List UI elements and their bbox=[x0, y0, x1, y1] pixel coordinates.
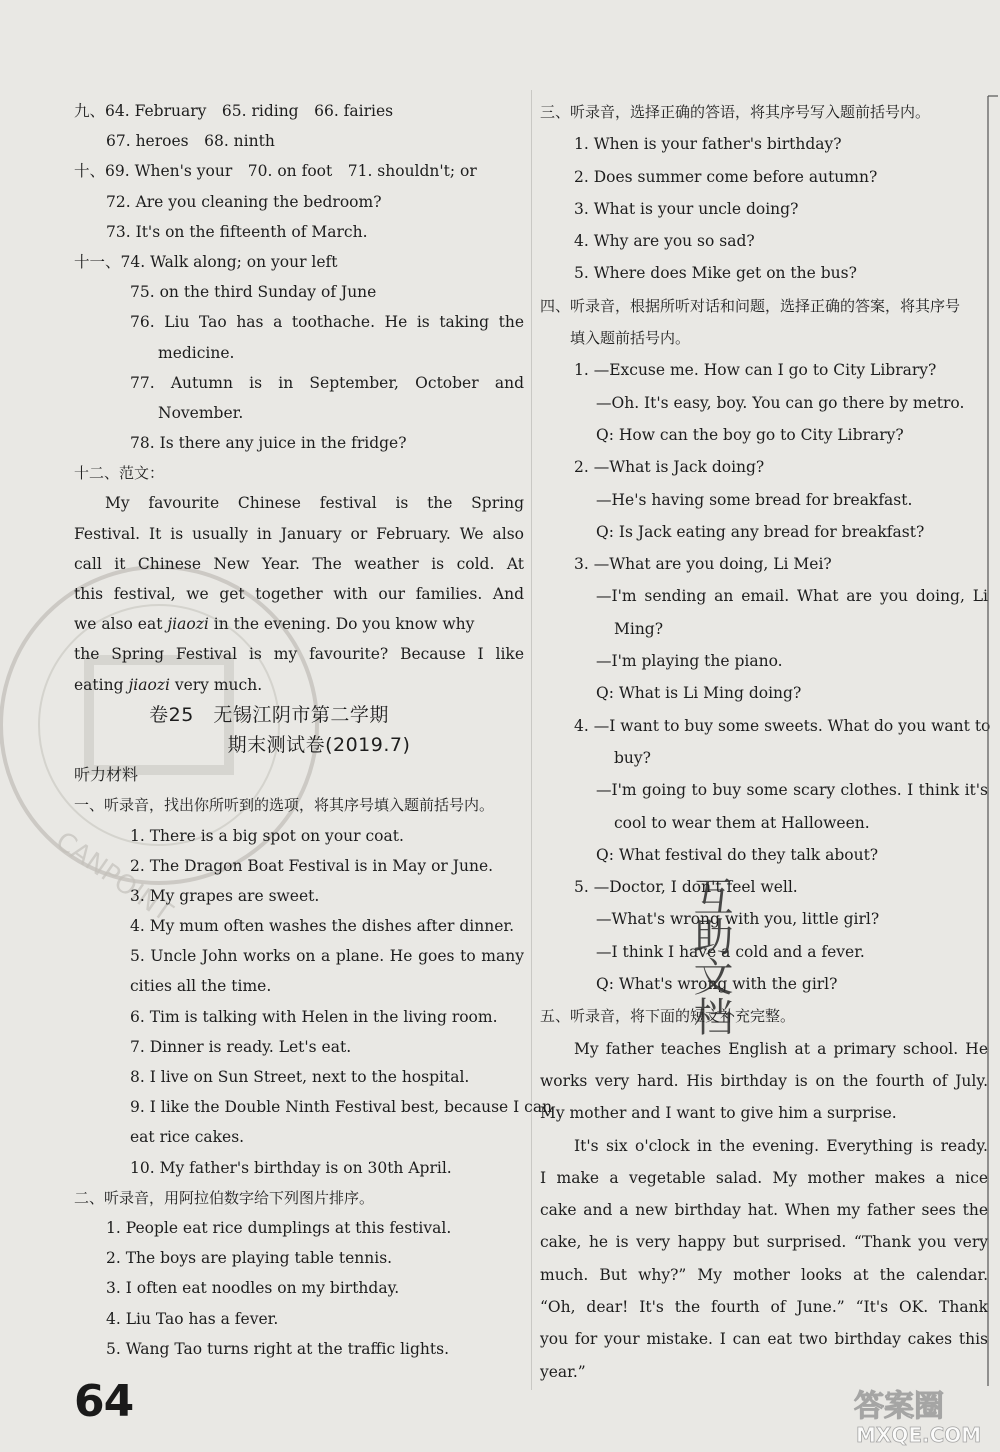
answer-line: 77. Autumn is in September, October and bbox=[130, 373, 524, 392]
passage-line: My father teaches English at a primary school. He bbox=[574, 1039, 988, 1058]
section-heading: 十二、范文： bbox=[74, 464, 165, 483]
dialogue-line: cool to wear them at Halloween. bbox=[614, 813, 870, 832]
question-line: 10. My father's birthday is on 30th April. bbox=[130, 1158, 452, 1177]
passage-line: year.” bbox=[540, 1362, 586, 1381]
question-line: 1. There is a big spot on your coat. bbox=[130, 826, 404, 845]
question-line: 2. The boys are playing table tennis. bbox=[106, 1249, 393, 1268]
question-line: 2. The Dragon Boat Festival is in May or June. bbox=[130, 856, 494, 875]
dialogue-line: —I'm going to buy some scary clothes. I think it's bbox=[596, 781, 988, 800]
listening-heading: 听力材料 bbox=[74, 765, 139, 785]
question-line: 5. Uncle John works on a plane. He goes to many bbox=[130, 947, 524, 966]
answer-line: November. bbox=[158, 403, 244, 422]
question-line: 1. People eat rice dumplings at this festival. bbox=[106, 1218, 452, 1237]
passage-line: you for your mistake. I can eat two birthday cakes this bbox=[540, 1330, 988, 1349]
handwritten-text: 互助文档 bbox=[687, 876, 733, 1036]
dialogue-line: —Oh. It's easy, boy. You can go there by metro. bbox=[596, 393, 965, 412]
answer-line: 75. on the third Sunday of June bbox=[130, 283, 377, 302]
dialogue-line: —I'm sending an email. What are you doing, Li bbox=[596, 587, 988, 606]
dialogue-line: Q: What's wrong with the girl? bbox=[596, 975, 838, 994]
right-column bbox=[540, 96, 991, 1388]
dialogue-line: Q: What is Li Ming doing? bbox=[596, 684, 802, 703]
question-line: cities all the time. bbox=[130, 977, 272, 996]
dialogue-line: 4. —I want to buy some sweets. What do you want to bbox=[574, 716, 991, 735]
stamp-text: CANPOINT bbox=[49, 826, 178, 928]
essay-line: the Spring Festival is my favourite? Because I like bbox=[74, 645, 524, 664]
dialogue-line: Q: How can the boy go to City Library? bbox=[596, 425, 904, 444]
handwritten-overlay bbox=[687, 836, 770, 1036]
question-line: 4. My mum often washes the dishes after dinner. bbox=[130, 917, 515, 936]
dialogue-line: buy? bbox=[614, 748, 651, 767]
watermark-url: MXQE.COM bbox=[856, 1423, 982, 1447]
passage-line: It's six o'clock in the evening. Everything is ready. bbox=[574, 1136, 988, 1155]
question-line: 2. Does summer come before autumn? bbox=[574, 167, 878, 186]
answer-line: 73. It's on the fifteenth of March. bbox=[106, 222, 368, 241]
question-line: 3. My grapes are sweet. bbox=[130, 886, 320, 905]
passage-line: cake and a new birthday hat. When my father sees the bbox=[540, 1201, 988, 1220]
answer-line: 九、64. February 65. riding 66. fairies bbox=[74, 102, 394, 120]
paper-title: 卷25 无锡江阴市第二学期 bbox=[149, 703, 389, 726]
passage-line: works very hard. His birthday is on the fourth of July. bbox=[540, 1071, 988, 1090]
answer-line: medicine. bbox=[158, 343, 235, 362]
question-heading: 三、听录音，选择正确的答语，将其序号写入题前括号内。 bbox=[540, 103, 931, 121]
dialogue-line: —I'm playing the piano. bbox=[596, 652, 783, 671]
paper-subtitle: 期末测试卷(2019.7) bbox=[227, 733, 411, 756]
answer-line: 78. Is there any juice in the fridge? bbox=[130, 434, 407, 453]
question-line: eat rice cakes. bbox=[130, 1128, 245, 1147]
essay-line: Festival. It is usually in January or February. We also bbox=[74, 524, 524, 543]
question-line: 4. Liu Tao has a fever. bbox=[106, 1309, 279, 1328]
question-line: 5. Wang Tao turns right at the traffic lights. bbox=[106, 1339, 450, 1358]
answer-line: 67. heroes 68. ninth bbox=[106, 132, 275, 151]
dialogue-line: Q: Is Jack eating any bread for breakfast? bbox=[596, 522, 925, 541]
left-column bbox=[74, 96, 553, 1364]
question-heading: 一、听录音，找出你所听到的选项，将其序号填入题前括号内。 bbox=[74, 796, 495, 815]
question-heading: 五、听录音，将下面的短文补充完整。 bbox=[540, 1007, 796, 1026]
question-line: 7. Dinner is ready. Let's eat. bbox=[130, 1037, 352, 1056]
passage-line: “Oh, dear! It's the fourth of June.” “It's OK. Thank bbox=[540, 1297, 988, 1316]
column-divider bbox=[531, 90, 532, 1390]
dialogue-line: Q: What festival do they talk about? bbox=[596, 845, 879, 864]
page-edge-bracket bbox=[984, 96, 998, 1386]
question-line: 9. I like the Double Ninth Festival best, because I can bbox=[130, 1098, 553, 1117]
dialogue-line: 3. —What are you doing, Li Mei? bbox=[574, 555, 832, 574]
dialogue-line: —I think I have a cold and a fever. bbox=[596, 942, 865, 961]
dialogue-line: —What's wrong with you, little girl? bbox=[596, 910, 880, 929]
dialogue-line: 2. —What is Jack doing? bbox=[574, 458, 765, 477]
passage-line: I make a vegetable salad. My mother makes a nice bbox=[540, 1168, 988, 1187]
question-line: 3. What is your uncle doing? bbox=[574, 199, 799, 218]
dialogue-line: —He's having some bread for breakfast. bbox=[596, 490, 913, 509]
question-line: 4. Why are you so sad? bbox=[574, 232, 755, 251]
passage-line: My mother and I want to give him a surprise. bbox=[540, 1104, 897, 1123]
dialogue-line: 5. —Doctor, I don't feel well. bbox=[574, 878, 798, 897]
question-line: 1. When is your father's birthday? bbox=[574, 135, 842, 154]
dialogue-line: Ming? bbox=[614, 619, 664, 638]
site-watermark bbox=[846, 1378, 996, 1448]
question-line: 8. I live on Sun Street, next to the hospital. bbox=[130, 1068, 470, 1086]
passage-line: much. But why?” My mother looks at the calendar. bbox=[540, 1265, 988, 1284]
watermark-text: 答案圈 bbox=[854, 1389, 944, 1424]
answer-line: 十、69. When's your 70. on foot 71. shouldn't; or bbox=[74, 162, 477, 181]
essay-line: My favourite Chinese festival is the Spring bbox=[105, 494, 524, 513]
question-heading: 四、听录音，根据所听对话和问题，选择正确的答案，将其序号 bbox=[540, 296, 961, 315]
answer-line: 76. Liu Tao has a toothache. He is taking the bbox=[130, 313, 524, 332]
question-heading: 填入题前括号内。 bbox=[570, 329, 691, 348]
question-heading: 二、听录音，用阿拉伯数字给下列图片排序。 bbox=[74, 1188, 375, 1207]
essay-line: eating jiaozi very much. bbox=[74, 675, 263, 694]
answer-line: 十一、74. Walk along; on your left bbox=[74, 252, 338, 271]
page-number: 64 bbox=[74, 1376, 134, 1427]
answer-line: 72. Are you cleaning the bedroom? bbox=[106, 192, 382, 211]
essay-line: this festival, we get together with our families. And bbox=[74, 585, 524, 603]
dialogue-line: 1. —Excuse me. How can I go to City Library? bbox=[574, 361, 937, 380]
passage-line: cake, he is very happy but surprised. “Thank you very bbox=[540, 1233, 988, 1252]
essay-line: call it Chinese New Year. The weather is cold. At bbox=[74, 554, 524, 573]
question-line: 5. Where does Mike get on the bus? bbox=[574, 264, 857, 283]
question-line: 6. Tim is talking with Helen in the living room. bbox=[130, 1007, 498, 1026]
essay-line: we also eat jiaozi in the evening. Do you know why bbox=[74, 615, 475, 634]
question-line: 3. I often eat noodles on my birthday. bbox=[106, 1279, 400, 1298]
